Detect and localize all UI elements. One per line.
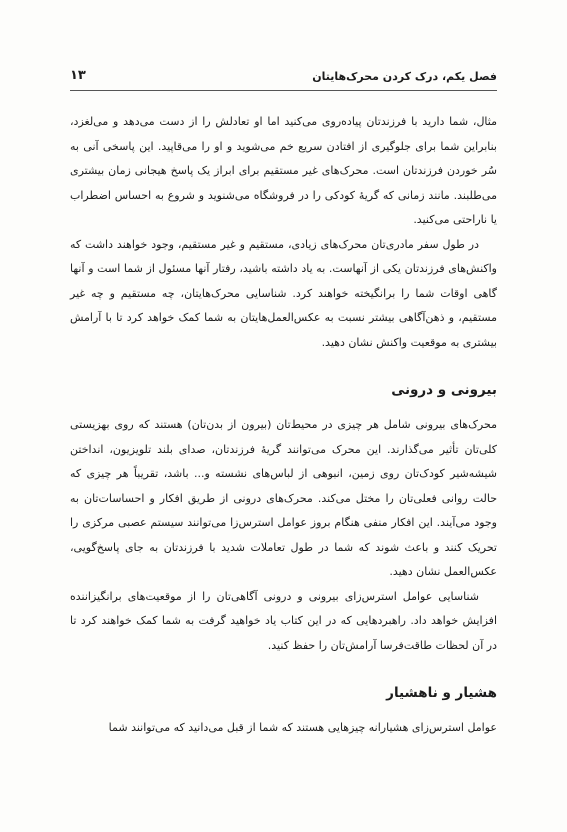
paragraph: شناسایی عوامل استرس‌زای بیرونی و درونی آگاهی‌تان را از موقعیت‌های برانگیزاننده افزایش خواهد داد. راهبردهایی که در این کتاب یاد خواهید گرفت به شما کمک خواهند کرد تا در آن لحظات طاقت‌فرسا آرامش‌تان را حفظ کنید.	[70, 589, 497, 652]
paragraph: در طول سفر مادری‌تان محرک‌های زیادی، مستقیم و غیر مستقیم، وجود خواهند داشت که واکنش‌های فرزندتان یکی از آنهاست. به یاد داشته باشید، رفتار آنها مسئول از شما است و آنها گاهی اوقات شما را برانگیخته خواهند کرد. شناسایی محرک‌هایتان، چه مستقیم و چه غیر مستقیم، و ذهن‌آگاهی بیشتر نسبت به عکس‌العمل‌هایتان به شما کمک خواهد کرد تا با آرامش بیشتری به موقعیت واکنش نشان دهید.	[70, 237, 497, 349]
body-text	[70, 110, 497, 741]
page-number: ۱۳	[70, 68, 86, 83]
chapter-title: فصل یکم، درک کردن محرک‌هایتان	[312, 70, 497, 83]
section-heading: بیرونی و درونی	[391, 382, 497, 398]
paragraph: محرک‌های بیرونی شامل هر چیزی در محیط‌تان (بیرون از بدن‌تان) هستند که روی بهزیستی کلی‌تان تأثیر می‌گذارند. این محرک می‌توانند گریهٔ فرزندتان، صدای بلند تلویزیون، انداختن شیشه‌شیر کودک‌تان روی زمین، انبوهی از لباس‌های نشسته و... باشد، تقریباً هر چیزی که حالت روانی فعلی‌تان را مختل می‌کند. محرک‌های درونی از طریق افکار و احساسات‌تان به وجود می‌آیند. این افکار منفی هنگام بروز عوامل استرس‌زا می‌توانند سیستم عصبی مرکزی را تحریک کنند و باعث شوند که شما در طول تعاملات شدید با فرزندتان به جای پاسخ‌گویی، عکس‌العمل نشان دهید.	[70, 418, 497, 578]
paragraph: مثال، شما دارید با فرزندتان پیاده‌روی می‌کنید اما او تعادلش را از دست می‌دهد و می‌لغزد، بنابراین شما برای جلوگیری از افتادن سریع خم می‌شوید و او را می‌قاپید. این پاسخی آنی به سُر خوردن فرزندتان است. محرک‌های غیر مستقیم برای ابراز یک پاسخ هیجانی زمان بیشتری می‌طلبند. مانند زمانی که گریهٔ کودکی را در فروشگاه می‌شنوید و شروع به احساس اضطراب یا ناراحتی می‌کنید.	[70, 115, 497, 226]
running-header	[70, 68, 497, 91]
paragraph: عوامل استرس‌زای هشیارانه چیزهایی هستند که شما از قبل می‌دانید که می‌توانند شما	[108, 721, 497, 734]
section-heading: هشیار و ناهشیار	[386, 685, 497, 701]
